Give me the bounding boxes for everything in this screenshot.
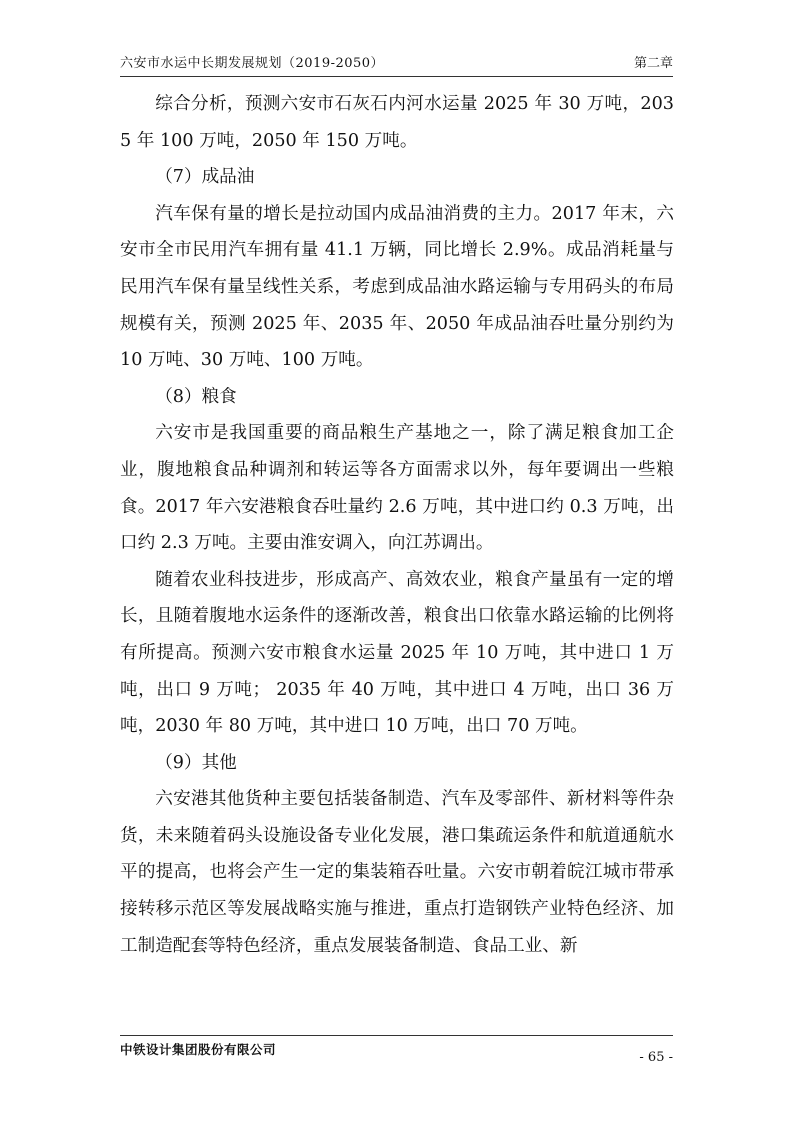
paragraph: 六安市是我国重要的商品粮生产基地之一，除了满足粮食加工企业，腹地粮食品种调剂和转运等各方面需求以外，每年要调出一些粮食。2017 年六安港粮食吞吐量约 2.6 万吨，其中进口约 0.3 万吨，出口约 2.3 万吨。主要由淮安调入，向江苏调出。 (120, 423, 674, 554)
paragraph: 综合分析，预测六安市石灰石内河水运量 2025 年 30 万吨，2035 年 100 万吨，2050 年 150 万吨。 (120, 94, 674, 151)
company-name: 中铁设计集团股份有限公司 (120, 1042, 277, 1057)
body-text (120, 86, 674, 964)
paragraph: 六安港其他货种主要包括装备制造、汽车及零部件、新材料等件杂货，未来随着码头设施设备专业化发展，港口集疏运条件和航道通航水平的提高，也将会产生一定的集装箱吞吐量。六安市朝着皖江城市带承接转移示范区等发展战略实施与推进，重点打造钢铁产业特色经济、加工制造配套等特色经济，重点发展装备制造、食品工业、新 (120, 789, 674, 956)
page-number: - 65 - (639, 1050, 673, 1065)
section-heading: （7）成品油 (155, 167, 255, 188)
page-header (120, 50, 673, 77)
document-title: 六安市水运中长期发展规划（2019-2050） (120, 56, 385, 71)
section-heading: （9）其他 (155, 752, 237, 773)
page-footer (120, 1035, 673, 1066)
section-heading: （8）粮食 (155, 386, 237, 407)
chapter-label: 第二章 (633, 56, 673, 71)
paragraph: 随着农业科技进步，形成高产、高效农业，粮食产量虽有一定的增长，且随着腹地水运条件的逐渐改善，粮食出口依靠水路运输的比例将有所提高。预测六安市粮食水运量 2025 年 10 万吨，其中进口 1 万吨，出口 9 万吨； 2035 年 40 万吨，其中进口 4 万吨，出口 36 万吨，2030 年 80 万吨，其中进口 10 万吨，出口 70 万吨。 (120, 569, 674, 737)
paragraph: 汽车保有量的增长是拉动国内成品油消费的主力。2017 年末，六安市全市民用汽车拥有量 41.1 万辆，同比增长 2.9%。成品消耗量与民用汽车保有量呈线性关系，考虑到成品油水路运输与专用码头的布局规模有关，预测 2025 年、2035 年、2050 年成品油吞吐量分别约为 10 万吨、30 万吨、100 万吨。 (120, 203, 674, 371)
